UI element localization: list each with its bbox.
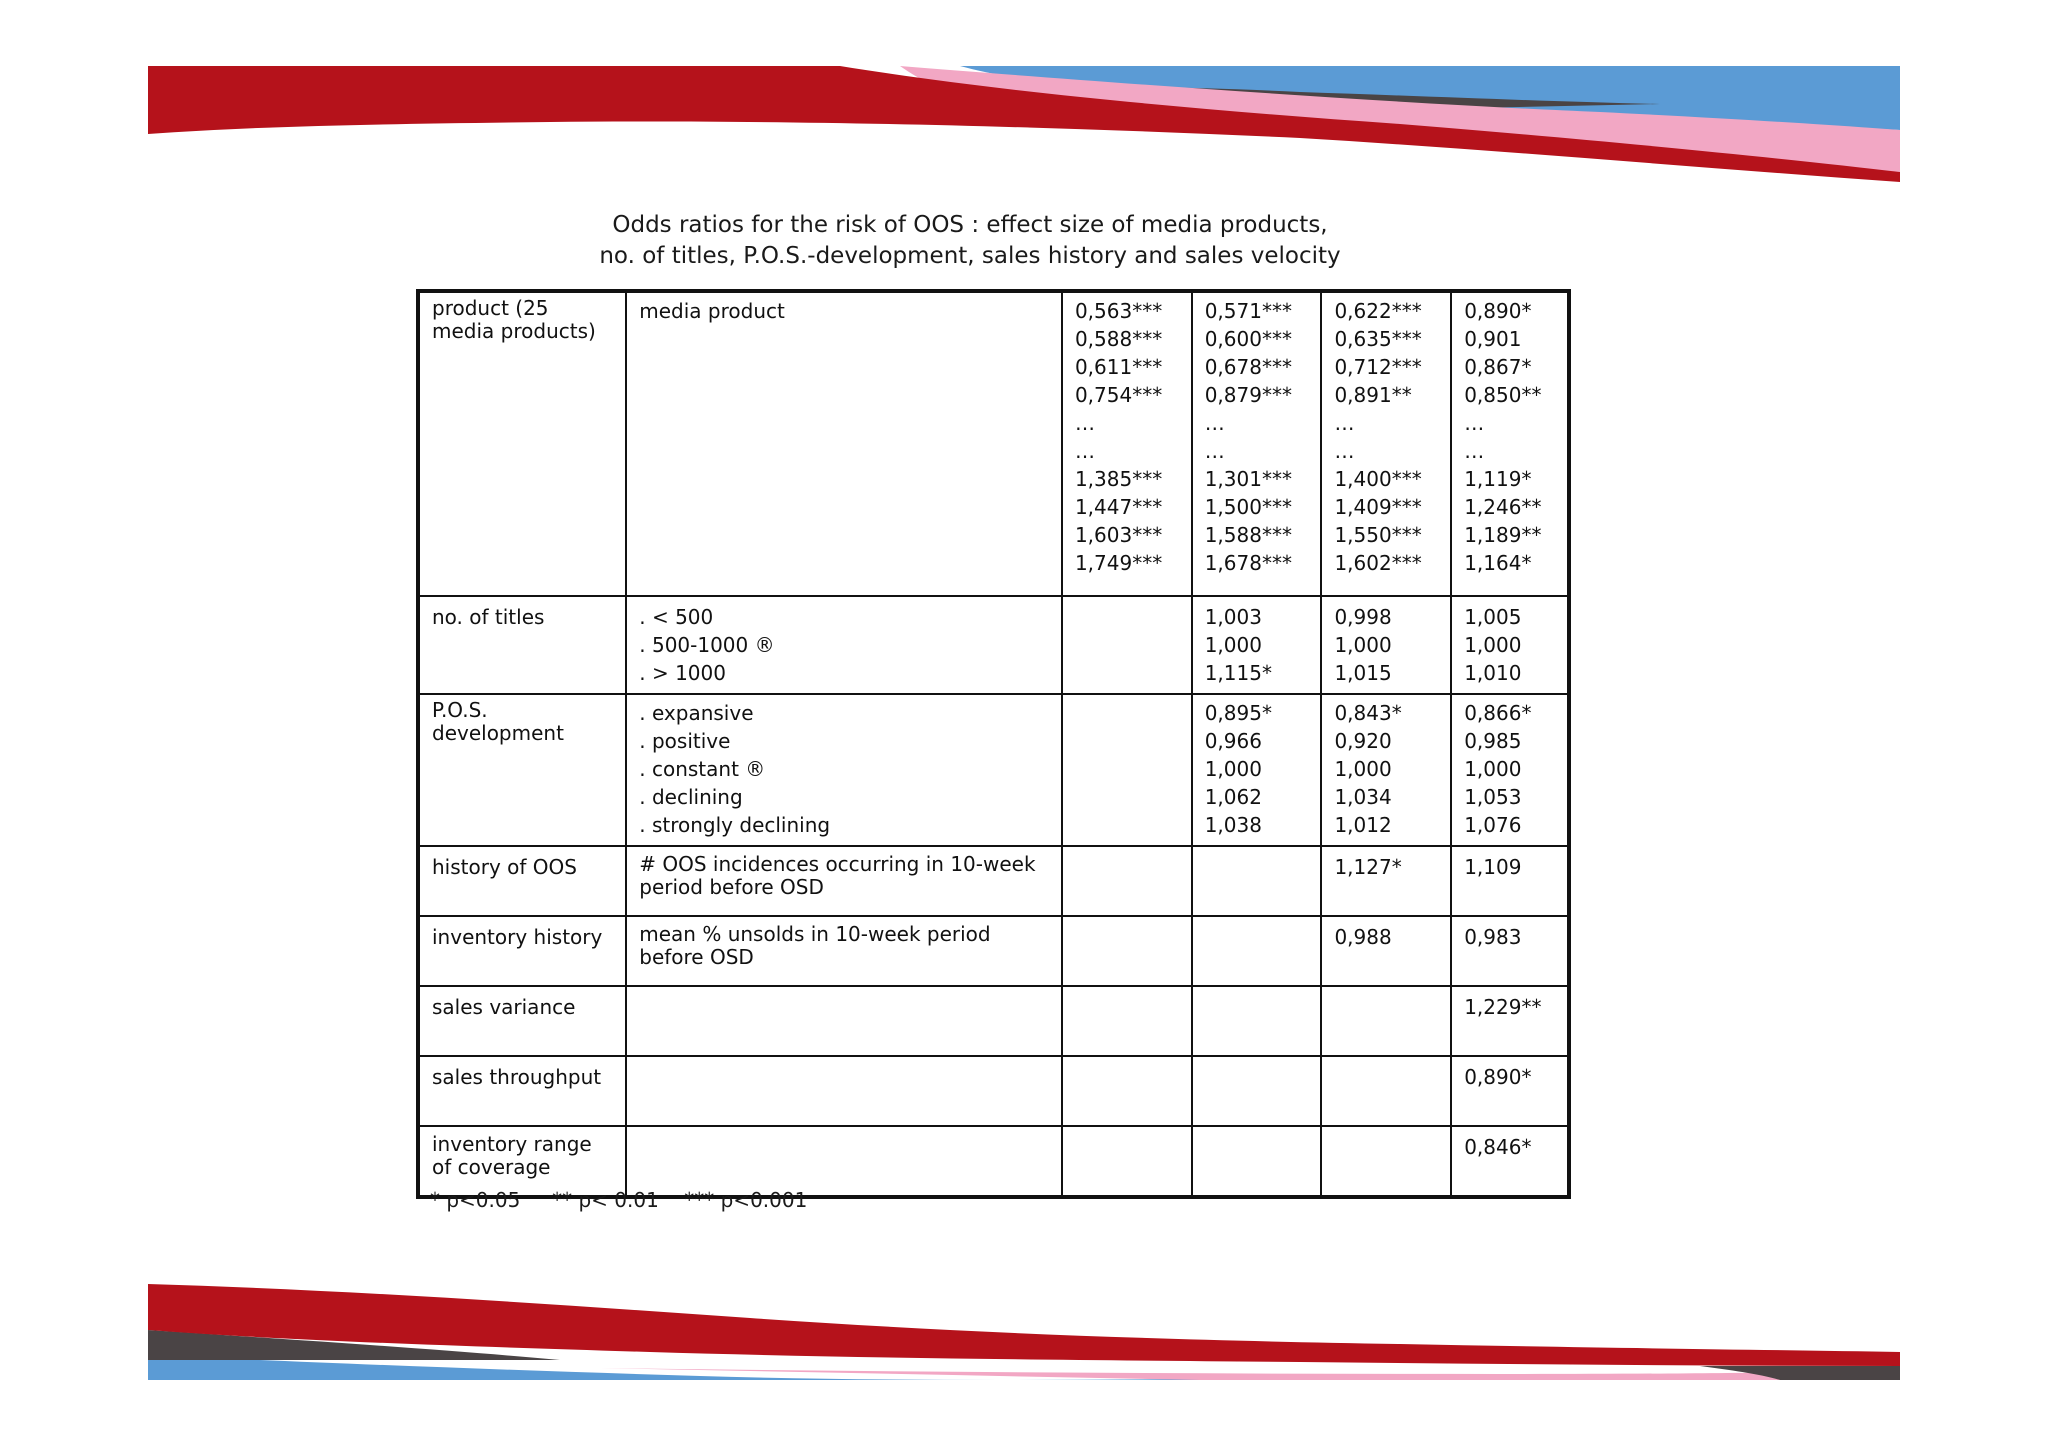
table-row (418, 291, 1569, 596)
model-3-values: 0,622*** 0,635*** 0,712*** 0,891** … … 1,400*** 1,409*** 1,550*** 1,602*** (1321, 291, 1451, 596)
table-row (418, 596, 1569, 694)
table-row (418, 846, 1569, 916)
table-title (0, 210, 1940, 272)
model-3-values: 0,998 1,000 1,015 (1321, 596, 1451, 694)
row-desc: media product (626, 291, 1062, 596)
row-desc (626, 986, 1062, 1056)
odds-ratio-table (416, 289, 1571, 1199)
row-label: sales variance (418, 986, 626, 1056)
top-wave-banner (0, 0, 2048, 200)
model-1-values (1062, 986, 1192, 1056)
model-2-values: 0,571*** 0,600*** 0,678*** 0,879*** … … 1,301*** 1,500*** 1,588*** 1,678*** (1192, 291, 1322, 596)
row-desc: . < 500 . 500-1000 ® . > 1000 (626, 596, 1062, 694)
model-3-values (1321, 986, 1451, 1056)
model-4-values: 0,890* 0,901 0,867* 0,850** … … 1,119* 1,246** 1,189** 1,164* (1451, 291, 1569, 596)
table-row (418, 694, 1569, 846)
model-2-values: 0,895* 0,966 1,000 1,062 1,038 (1192, 694, 1322, 846)
table-row (418, 1056, 1569, 1126)
model-4-values: 0,890* (1451, 1056, 1569, 1126)
table-row (418, 1126, 1569, 1197)
model-4-values: 0,846* (1451, 1126, 1569, 1197)
model-4-values: 1,229** (1451, 986, 1569, 1056)
bottom-wave-banner (0, 1270, 2048, 1447)
bottom-wave-pink (600, 1368, 1900, 1380)
row-label: inventory range of coverage (418, 1126, 626, 1197)
significance-footnote: * p<0.05 ** p< 0.01 *** p<0.001 (430, 1188, 808, 1212)
row-desc: mean % unsolds in 10-week period before OSD (626, 916, 1062, 986)
model-2-values (1192, 1126, 1322, 1197)
model-1-values (1062, 596, 1192, 694)
model-2-values (1192, 846, 1322, 916)
table-row (418, 916, 1569, 986)
model-2-values (1192, 1056, 1322, 1126)
model-1-values (1062, 1126, 1192, 1197)
model-4-values: 0,983 (1451, 916, 1569, 986)
model-2-values (1192, 986, 1322, 1056)
title-line-1: Odds ratios for the risk of OOS : effect size of media products, (612, 212, 1328, 238)
row-label: history of OOS (418, 846, 626, 916)
model-3-values: 1,127* (1321, 846, 1451, 916)
model-1-values (1062, 694, 1192, 846)
model-1-values: 0,563*** 0,588*** 0,611*** 0,754*** … … 1,385*** 1,447*** 1,603*** 1,749*** (1062, 291, 1192, 596)
title-line-2: no. of titles, P.O.S.-development, sales history and sales velocity (599, 243, 1341, 269)
model-2-values: 1,003 1,000 1,115* (1192, 596, 1322, 694)
model-3-values (1321, 1126, 1451, 1197)
table-row (418, 986, 1569, 1056)
model-3-values: 0,988 (1321, 916, 1451, 986)
row-label: inventory history (418, 916, 626, 986)
row-desc (626, 1126, 1062, 1197)
row-label: no. of titles (418, 596, 626, 694)
model-1-values (1062, 1056, 1192, 1126)
model-1-values (1062, 846, 1192, 916)
row-desc: . expansive . positive . constant ® . declining . strongly declining (626, 694, 1062, 846)
model-2-values (1192, 916, 1322, 986)
row-label: sales throughput (418, 1056, 626, 1126)
row-label: product (25 media products) (418, 291, 626, 596)
row-desc: # OOS incidences occurring in 10-week period before OSD (626, 846, 1062, 916)
row-label: P.O.S. development (418, 694, 626, 846)
model-1-values (1062, 916, 1192, 986)
model-3-values: 0,843* 0,920 1,000 1,034 1,012 (1321, 694, 1451, 846)
model-4-values: 1,005 1,000 1,010 (1451, 596, 1569, 694)
model-4-values: 1,109 (1451, 846, 1569, 916)
model-3-values (1321, 1056, 1451, 1126)
row-desc (626, 1056, 1062, 1126)
model-4-values: 0,866* 0,985 1,000 1,053 1,076 (1451, 694, 1569, 846)
